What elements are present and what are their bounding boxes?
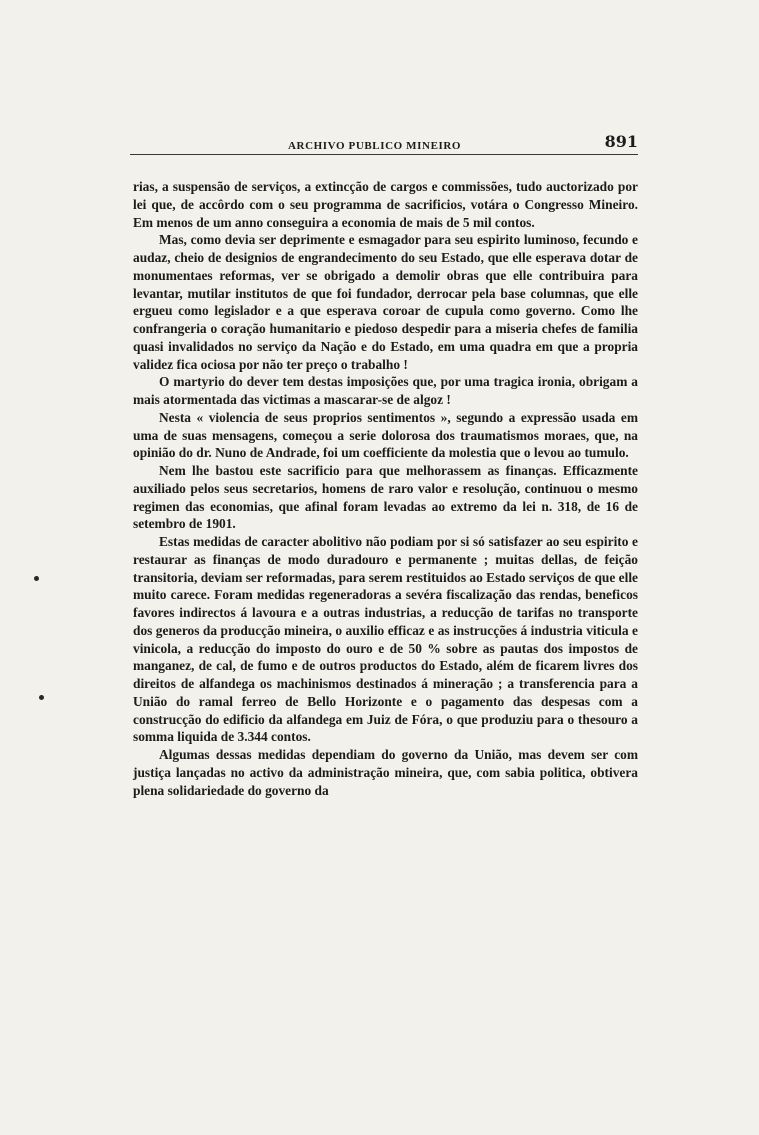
margin-mark bbox=[39, 695, 44, 700]
paragraph-6: Estas medidas de caracter abolitivo não podiam por si só satisfazer ao seu espirito e restaurar as finanças de modo duradouro e permanente ; muitas dellas, de feição transitoria, deviam ser reformadas, para serem restituidos ao Estado serviços de que elle muito carece. Foram medidas regeneradoras a sevéra fiscalização das rendas, beneficos favores indirectos á lavoura e a outras industrias, a reducção de tarifas no transporte dos generos da producção mineira, o auxilio efficaz e as instrucções á industria viticula e vinicola, a reducção do imposto do ouro e de 50 % sobre as pautas dos impostos de manganez, de cal, de fumo e de outros productos do Estado, além de ficarem livres dos direitos de alfandega os machinismos destinados á mineração ; a transferencia para a União do ramal ferreo de Bello Horizonte e o pagamento das despesas com a construcção do edificio da alfandega em Juiz de Fóra, o que produziu para o thesouro a somma liquida de 3.344 contos. bbox=[133, 534, 638, 745]
paragraph-5: Nem lhe bastou este sacrificio para que melhorassem as finanças. Efficazmente auxiliado pelos seus secretarios, homens de raro valor e resolução, continuou o mesmo regimen das economias, que afinal foram levadas ao extremo da lei n. 318, de 16 de setembro de 1901. bbox=[133, 463, 638, 532]
paragraph-3: O martyrio do dever tem destas imposições que, por uma tragica ironia, obrigam a mais atormentada das victimas a mascarar-se de algoz ! bbox=[133, 374, 638, 407]
body-text bbox=[133, 178, 638, 799]
paragraph-1: rias, a suspensão de serviços, a extincção de cargos e commissões, tudo auctorizado por lei que, de accôrdo com o seu programma de sacrificios, votára o Congresso Mineiro. Em menos de um anno conseguira a economia de mais de 5 mil contos. bbox=[133, 179, 638, 230]
page-number: 891 bbox=[604, 132, 638, 151]
paragraph-2: Mas, como devia ser deprimente e esmagador para seu espirito luminoso, fecundo e audaz, cheio de designios de engrandecimento do seu Estado, que elle esperava dotar de monumentaes reformas, ver se obrigado a demolir obras que elle contribuira para levantar, mutilar institutos de que foi fundador, derrocar pela base columnas, que elle ergueu como legislador e a que esperava coroar de cupula como governo. Como lhe confrangeria o coração humanitario e piedoso despedir para a miseria chefes de familia quasi invalidados no serviço da Nação e do Estado, em uma quadra em que a propria validez fica ociosa por não ter preço o trabalho ! bbox=[133, 232, 638, 372]
paragraph-4: Nesta « violencia de seus proprios sentimentos », segundo a expressão usada em uma de suas mensagens, começou a serie dolorosa dos traumatismos moraes, que, na opinião do dr. Nuno de Andrade, foi um coefficiente da molestia que o levou ao tumulo. bbox=[133, 409, 638, 461]
page-header bbox=[130, 132, 638, 156]
running-title: ARCHIVO PUBLICO MINEIRO bbox=[288, 140, 462, 152]
margin-mark bbox=[34, 576, 39, 581]
paragraph-7: Algumas dessas medidas dependiam do governo da União, mas devem ser com justiça lançadas no activo da administração mineira, que, com sabia politica, obtivera plena solidariedade do governo da bbox=[133, 747, 638, 798]
header-rule bbox=[130, 154, 638, 155]
